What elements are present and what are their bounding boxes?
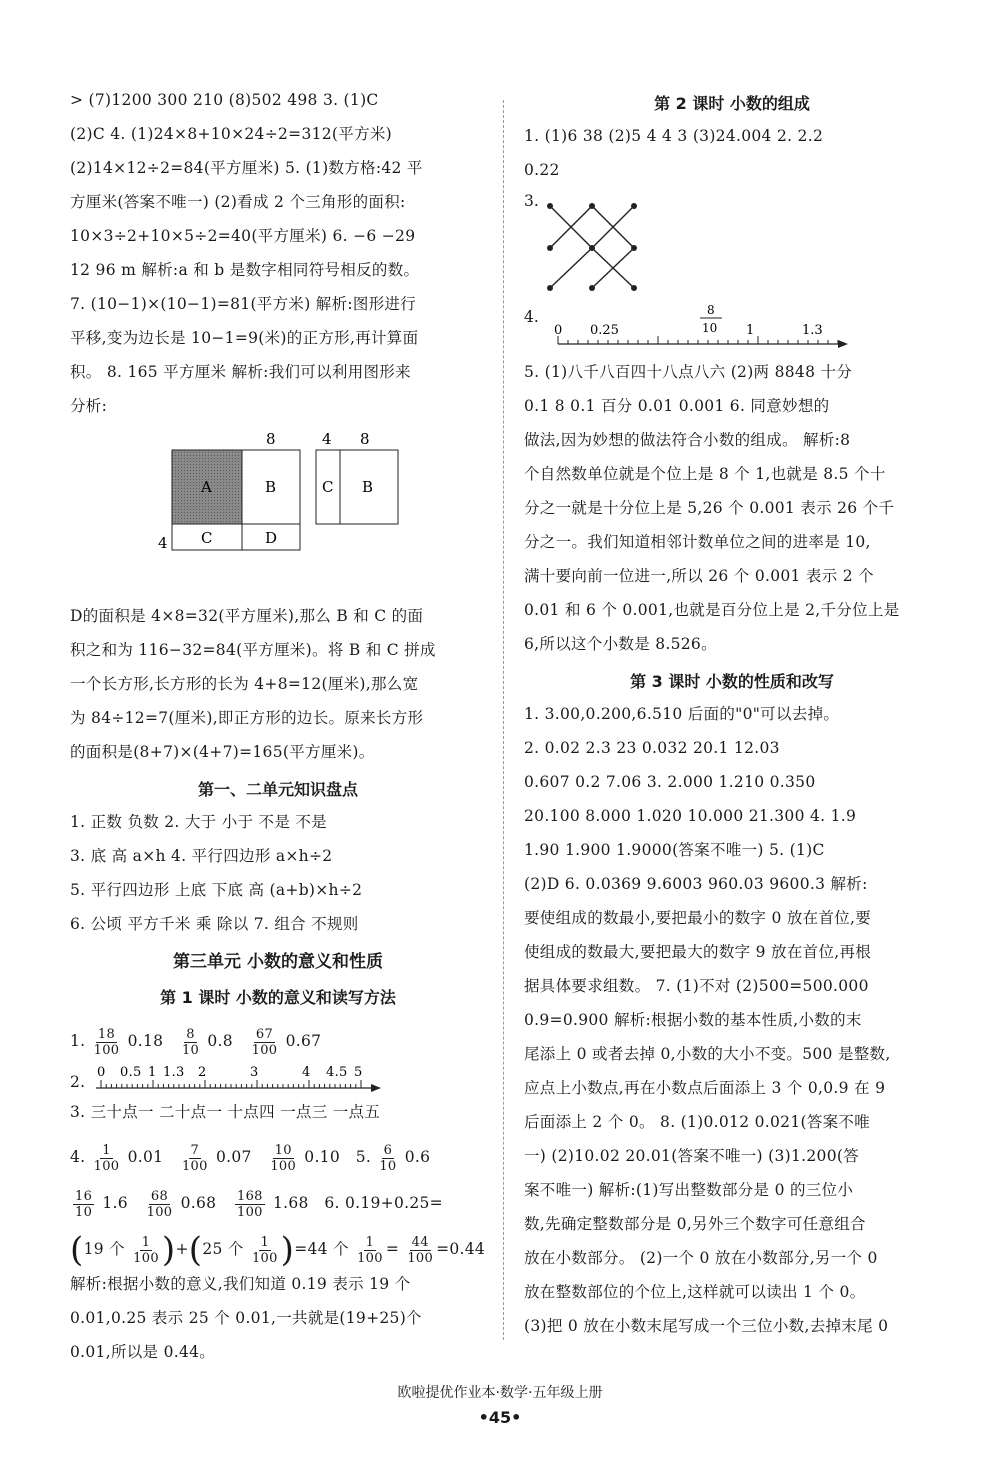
text-line: 放在小数部分。 (2)一个 0 放在小数部分,另一个 0 [524, 1249, 878, 1267]
column-divider [503, 100, 504, 1340]
left-text-block-1 [70, 88, 486, 428]
text-line: 解析:根据小数的意义,我们知道 0.19 表示 19 个 [70, 1275, 411, 1293]
text-line: 0.9=0.900 解析:根据小数的基本性质,小数的末 [524, 1011, 862, 1029]
text-line: 10×3÷2+10×5÷2=40(平方厘米) 6. −6 −29 [70, 227, 416, 245]
numberline-label: 4 [302, 1065, 311, 1080]
text-line: 12 96 m 解析:a 和 b 是数字相同符号相反的数。 [70, 261, 420, 279]
l2-block-1 [524, 124, 940, 192]
left-text-block-2 [70, 604, 486, 774]
svg-text:10: 10 [702, 321, 718, 335]
svg-text:0.25: 0.25 [590, 323, 619, 338]
numberline-label: 0 [97, 1065, 106, 1080]
text-line: 分之一就是十分位上是 5,26 个 0.001 表示 26 个千 [524, 499, 895, 517]
footer-title: 欧啦提优作业本·数学·五年级上册 [397, 1385, 603, 1401]
text-line: 一个长方形,长方形的长为 4+8=12(厘米),那么宽 [70, 675, 419, 693]
review-line: 3. 底 高 a×h 4. 平行四边形 a×h÷2 [70, 847, 333, 865]
text-line: 6,所以这个小数是 8.526。 [524, 635, 717, 653]
text-line: 方厘米(答案不唯一) (2)看成 2 个三角形的面积: [70, 193, 406, 211]
text-line: 5. (1)八千八百四十八点八六 (2)两 8848 十分 [524, 363, 853, 381]
text-line: 0.22 [524, 161, 560, 179]
heading-lesson1: 第 1 课时 小数的意义和读写方法 [160, 988, 396, 1007]
l1-numberline-svg [96, 1064, 396, 1100]
text-line: (2)C 4. (1)24×8+10×24÷2=312(平方米) [70, 125, 393, 143]
text-line: D的面积是 4×8=32(平方厘米),那么 B 和 C 的面 [70, 607, 424, 625]
right-column [524, 88, 940, 1348]
review-block [70, 810, 486, 946]
text-line: 放在整数部位的个位上,这样就可以读出 1 个 0。 [524, 1283, 866, 1301]
heading-lesson3: 第 3 课时 小数的性质和改写 [630, 672, 834, 691]
label-4-side: 4 [158, 534, 168, 552]
numberline-label: 2 [198, 1065, 207, 1080]
text-line: 0.607 0.2 7.06 3. 2.000 1.210 0.350 [524, 773, 816, 791]
label-8-left: 8 [266, 430, 276, 448]
svg-text:0: 0 [554, 323, 563, 338]
text-line: 0.01,所以是 0.44。 [70, 1343, 216, 1361]
text-line: 20.100 8.000 1.020 10.000 21.300 4. 1.9 [524, 807, 857, 825]
l1-q5-cont: $\frac{16}{10}$ 1.6 $\frac{68}{100}$ 0.68 $\frac{168}{100}$ 1.68 6. 0.19+0.25= [75, 1188, 443, 1220]
svg-text:1.3: 1.3 [802, 323, 823, 338]
text-line: 7. (10−1)×(10−1)=81(平方米) 解析:图形进行 [70, 295, 417, 313]
l1-q2-numberline: 2. 0 0.5 1 1.3 2 3 4 4.5 5 [70, 1064, 486, 1100]
numberline-label: 3 [250, 1065, 259, 1080]
text-line: 个自然数单位就是个位上是 8 个 1,也就是 8.5 个十 [524, 465, 886, 483]
text-line: 0.1 8 0.1 百分 0.01 0.001 6. 同意妙想的 [524, 397, 830, 415]
text-line: 数,先确定整数部分是 0,另外三个数字可任意组合 [524, 1215, 866, 1233]
text-line: (3)把 0 放在小数末尾写成一个三位小数,去掉末尾 0 [524, 1317, 889, 1335]
text-line: 为 84÷12=7(厘米),即正方形的边长。原来长方形 [70, 709, 424, 727]
label-b: B [265, 478, 277, 496]
numberline-label: 1.3 [163, 1065, 185, 1080]
heading-unit3: 第三单元 小数的意义和性质 [173, 952, 383, 972]
text-line: (2)D 6. 0.0369 9.6003 960.03 9600.3 解析: [524, 875, 868, 893]
l2-numberline-svg [550, 296, 870, 360]
text-line: 1. (1)6 38 (2)5 4 4 3 (3)24.004 2. 2.2 [524, 127, 824, 145]
l1-explanation [70, 1272, 486, 1374]
svg-text:8: 8 [707, 303, 715, 317]
text-line: 做法,因为妙想的做法符合小数的组成。 解析:8 [524, 431, 851, 449]
matching-figure: 3. [524, 192, 940, 296]
text-line: 尾添上 0 或者去掉 0,小数的大小不变。500 是整数, [524, 1045, 891, 1063]
text-line: 据具体要求组数。 7. (1)不对 (2)500=500.000 [524, 977, 869, 995]
review-line: 6. 公顷 平方千米 乘 除以 7. 组合 不规则 [70, 915, 359, 933]
area-figure-svg [70, 428, 486, 604]
l1-q6-expression: (19 个 $\frac{1}{100}$ )+(25 个 $\frac{1}{100}$ )=44 个 $\frac{1}{100}$ = $\frac{44}{100}$ =0.44 [70, 1230, 486, 1270]
area-figure [70, 428, 486, 604]
text-line: 分之一。我们知道相邻计数单位之间的进率是 10, [524, 533, 871, 551]
label-c2: C [322, 478, 334, 496]
numberline-label: 4.5 [326, 1065, 348, 1080]
numberline-label: 1 [148, 1065, 157, 1080]
text-line: 积。 8. 165 平方厘米 解析:我们可以利用图形来 [70, 363, 411, 381]
l3-block [524, 702, 940, 1348]
label-d: D [265, 529, 278, 547]
numberline-label: 5 [354, 1065, 363, 1080]
text-line: 使组成的数最大,要把最大的数字 9 放在首位,再根 [524, 943, 872, 961]
text-line: 满十要向前一位进一,所以 26 个 0.001 表示 2 个 [524, 567, 874, 585]
l2-numberline: 4. 0 0.25 8 10 1 1.3 [524, 296, 940, 360]
numberline-label: 0.5 [120, 1065, 142, 1080]
label-a: A [201, 478, 212, 496]
l1-q4: 4. $\frac{1}{100}$ 0.01 $\frac{7}{100}$ 0.07 $\frac{10}{100}$ 0.10 5. $\frac{6}{10}$ 0.6 [70, 1142, 431, 1174]
l2-block-2 [524, 360, 940, 666]
heading-review: 第一、二单元知识盘点 [197, 780, 358, 799]
text-line: 0.01,0.25 表示 25 个 0.01,一共就是(19+25)个 [70, 1309, 422, 1327]
text-line: 案不唯一) 解析:(1)写出整数部分是 0 的三位小 [524, 1181, 854, 1199]
label-b2: B [362, 478, 374, 496]
heading-lesson2: 第 2 课时 小数的组成 [654, 94, 810, 113]
text-line: 0.01 和 6 个 0.001,也就是百分位上是 2,千分位上是 [524, 601, 900, 619]
label-c: C [201, 529, 213, 547]
svg-text:1: 1 [746, 323, 755, 338]
label-8-right: 8 [360, 430, 370, 448]
page-number: •45• [478, 1408, 522, 1427]
review-line: 1. 正数 负数 2. 大于 小于 不是 不是 [70, 813, 327, 831]
text-line: 应点上小数点,再在小数点后面添上 3 个 0,0.9 在 9 [524, 1079, 886, 1097]
text-line: 1.90 1.900 1.9000(答案不唯一) 5. (1)C [524, 841, 825, 859]
text-line: 1. 3.00,0.200,6.510 后面的"0"可以去掉。 [524, 705, 840, 723]
text-line: > (7)1200 300 210 (8)502 498 3. (1)C [70, 91, 379, 109]
text-line: 2. 0.02 2.3 23 0.032 20.1 12.03 [524, 739, 780, 757]
review-line: 5. 平行四边形 上底 下底 高 (a+b)×h÷2 [70, 881, 363, 899]
text-line: 要使组成的数最小,要把最小的数字 0 放在首位,要 [524, 909, 872, 927]
text-line: 平移,变为边长是 10−1=9(米)的正方形,再计算面 [70, 329, 419, 347]
text-line: 的面积是(8+7)×(4+7)=165(平方厘米)。 [70, 743, 375, 761]
matching-figure-svg [524, 192, 724, 296]
l1-q3: 3. 三十点一 二十点一 十点四 一点三 一点五 [70, 1103, 381, 1121]
label-4-top: 4 [322, 430, 332, 448]
text-line: 积之和为 116−32=84(平方厘米)。将 B 和 C 拼成 [70, 641, 436, 659]
text-line: (2)14×12÷2=84(平方厘米) 5. (1)数方格:42 平 [70, 159, 423, 177]
l1-q1: 1. $\frac{18}{100}$ 0.18 $\frac{8}{10}$ 0.8 $\frac{67}{100}$ 0.67 [70, 1026, 322, 1058]
left-column [70, 88, 486, 1374]
text-line: 一) (2)10.02 20.01(答案不唯一) (3)1.200(答 [524, 1147, 860, 1165]
text-line: 后面添上 2 个 0。 8. (1)0.012 0.021(答案不唯 [524, 1113, 871, 1131]
text-line: 分析: [70, 397, 108, 415]
